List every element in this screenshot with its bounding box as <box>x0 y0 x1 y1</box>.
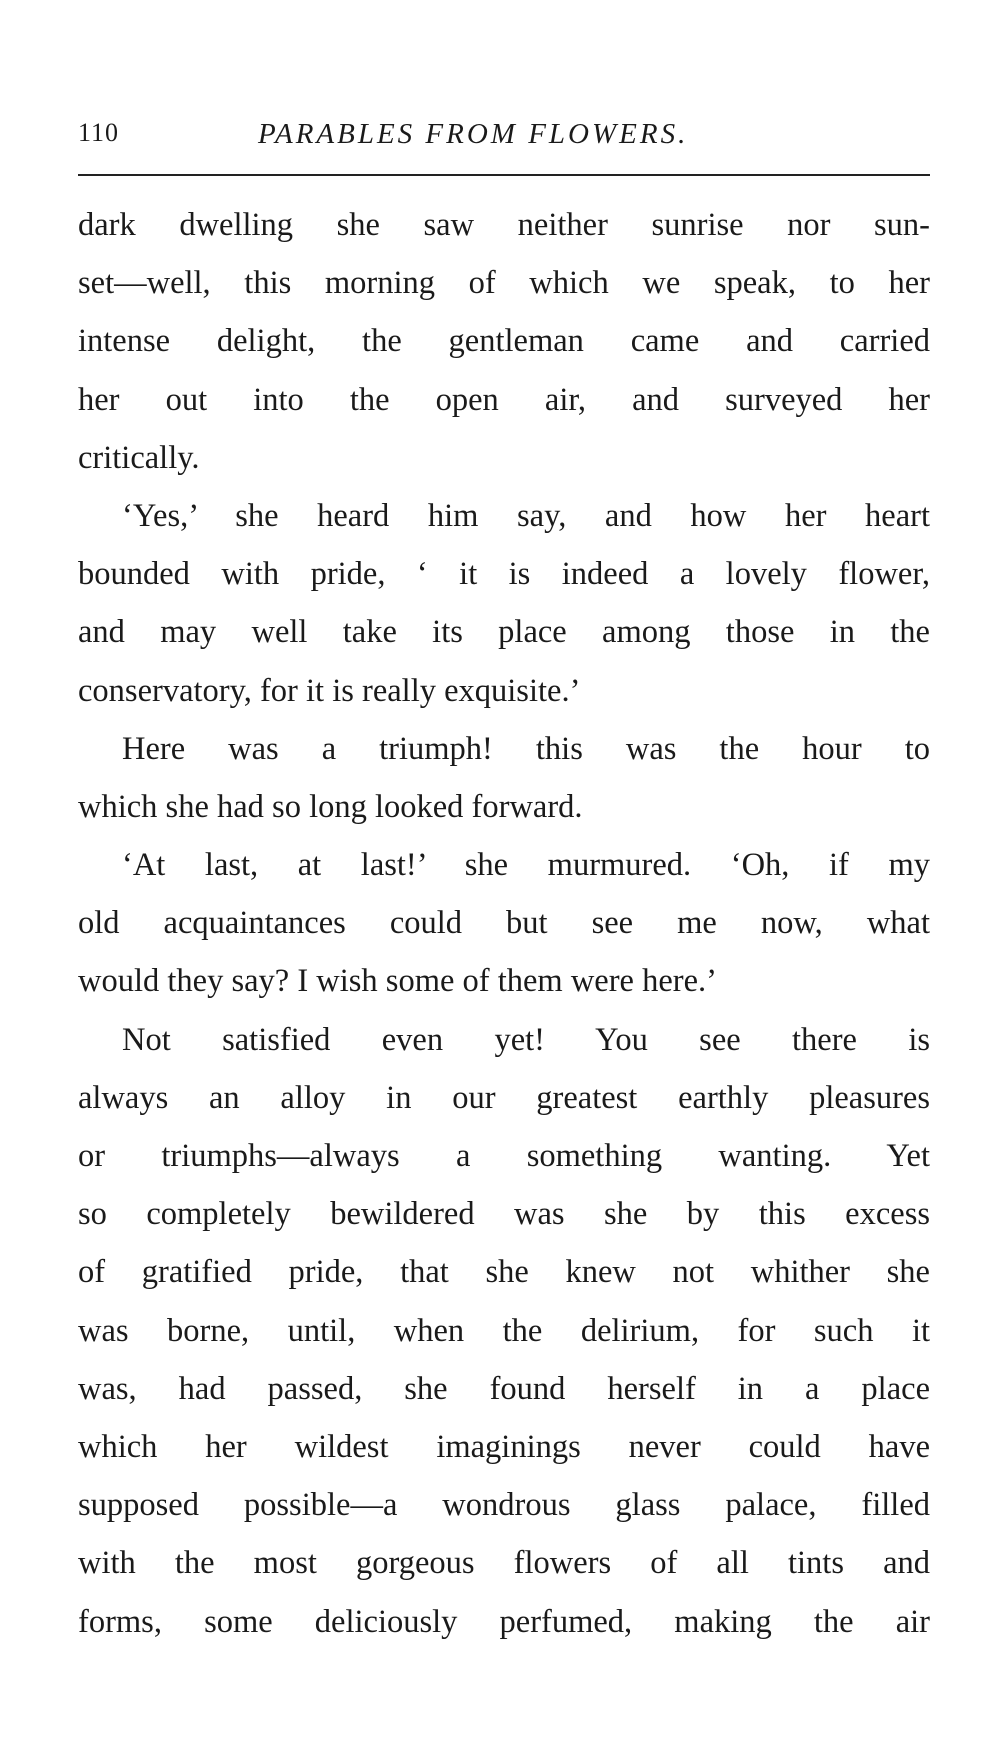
text-line: which she had so long looked forward. <box>78 788 583 825</box>
text-line: so completely bewildered was she by this excess <box>78 1196 930 1233</box>
text-line: ‘At last, at last!’ she murmured. ‘Oh, if my <box>122 847 930 884</box>
text-line: old acquaintances could but see me now, what <box>78 905 930 942</box>
text-line: with the most gorgeous flowers of all tints and <box>78 1545 930 1582</box>
text-line: of gratified pride, that she knew not whither she <box>78 1254 930 1291</box>
text-line: critically. <box>78 439 200 476</box>
text-line: Here was a triumph! this was the hour to <box>122 730 930 767</box>
header-rule <box>78 174 930 176</box>
body-text <box>78 196 930 1651</box>
text-line: supposed possible—a wondrous glass palace, filled <box>78 1487 930 1524</box>
text-line: her out into the open air, and surveyed her <box>78 381 930 418</box>
page-number: 110 <box>78 118 120 147</box>
text-line: would they say? I wish some of them were here.’ <box>78 963 717 1000</box>
text-line: dark dwelling she saw neither sunrise nor sun- <box>78 207 930 243</box>
text-line: intense delight, the gentleman came and carried <box>78 323 930 360</box>
running-title: PARABLES FROM FLOWERS. <box>258 118 689 150</box>
text-line: which her wildest imaginings never could have <box>78 1428 930 1465</box>
text-line: was borne, until, when the delirium, for such it <box>78 1312 930 1349</box>
text-line: forms, some deliciously perfumed, making the air <box>78 1603 930 1640</box>
text-line: Not satisfied even yet! You see there is <box>122 1021 930 1058</box>
text-line: ‘Yes,’ she heard him say, and how her heart <box>122 497 930 534</box>
text-line: conservatory, for it is really exquisite.’ <box>78 672 581 709</box>
text-line: was, had passed, she found herself in a place <box>78 1370 930 1407</box>
text-line: always an alloy in our greatest earthly pleasures <box>78 1079 930 1116</box>
text-line: and may well take its place among those in the <box>78 614 930 651</box>
page-header <box>78 118 930 158</box>
text-line: set—well, this morning of which we speak, to her <box>78 265 930 302</box>
text-line: or triumphs—always a something wanting. Yet <box>78 1138 930 1174</box>
text-line: bounded with pride, ‘ it is indeed a lovely flower, <box>78 556 930 593</box>
